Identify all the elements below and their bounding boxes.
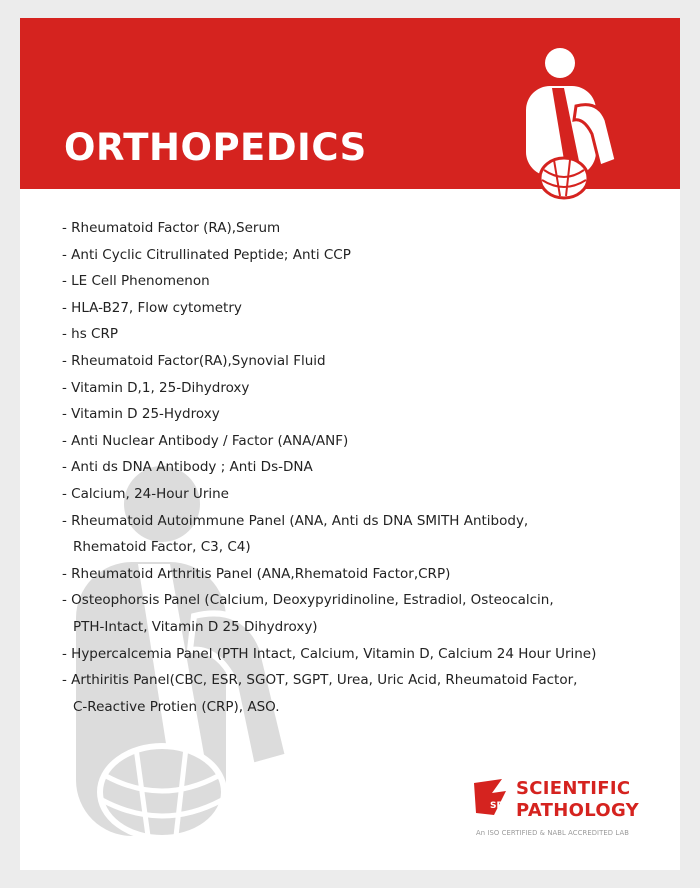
list-item: - hs CRP — [62, 326, 118, 343]
brand-logo — [472, 773, 672, 843]
svg-text:SP: SP — [490, 801, 504, 811]
list-item: - Arthiritis Panel(CBC, ESR, SGOT, SGPT, Urea, Uric Acid, Rheumatoid Factor, C-Reactive Protien (CRP), ASO. — [62, 672, 578, 715]
list-item: - Rheumatoid Arthritis Panel (ANA,Rhematoid Factor,CRP) — [62, 565, 451, 582]
content-card — [20, 18, 680, 870]
list-item: - Vitamin D 25-Hydroxy — [62, 406, 220, 423]
list-item: - Hypercalcemia Panel (PTH Intact, Calcium, Vitamin D, Calcium 24 Hour Urine) — [62, 645, 597, 662]
list-item: - Rheumatoid Factor(RA),Synovial Fluid — [62, 352, 326, 369]
header-banner — [20, 18, 680, 189]
logo-mark-icon — [472, 777, 512, 817]
list-item: - Osteophorsis Panel (Calcium, Deoxypyridinoline, Estradiol, Osteocalcin, PTH-Intact, Vitamin D 25 Dihydroxy) — [62, 592, 554, 635]
logo-line-2: PATHOLOGY — [516, 800, 639, 821]
list-item: - Vitamin D,1, 25-Dihydroxy — [62, 379, 250, 396]
list-item: - HLA-B27, Flow cytometry — [62, 299, 242, 316]
logo-tagline: An ISO CERTIFIED & NABL ACCREDITED LAB — [476, 829, 629, 837]
list-item: - LE Cell Phenomenon — [62, 273, 210, 290]
list-item: - Rheumatoid Autoimmune Panel (ANA, Anti ds DNA SMITH Antibody, Rhematoid Factor, C3, C4) — [62, 512, 529, 556]
list-item: - Anti Nuclear Antibody / Factor (ANA/ANF) — [62, 432, 349, 449]
list-item: - Anti ds DNA Antibody ; Anti Ds-DNA — [62, 459, 313, 476]
list-item: - Anti Cyclic Citrullinated Peptide; Anti CCP — [62, 246, 351, 263]
list-item: - Rheumatoid Factor (RA),Serum — [62, 220, 281, 236]
logo-line-1: SCIENTIFIC — [516, 778, 631, 799]
arm-sling-icon — [520, 48, 630, 208]
list-item: - Calcium, 24-Hour Urine — [62, 485, 229, 502]
test-list — [62, 215, 596, 720]
page-title: ORTHOPEDICS — [64, 126, 367, 169]
